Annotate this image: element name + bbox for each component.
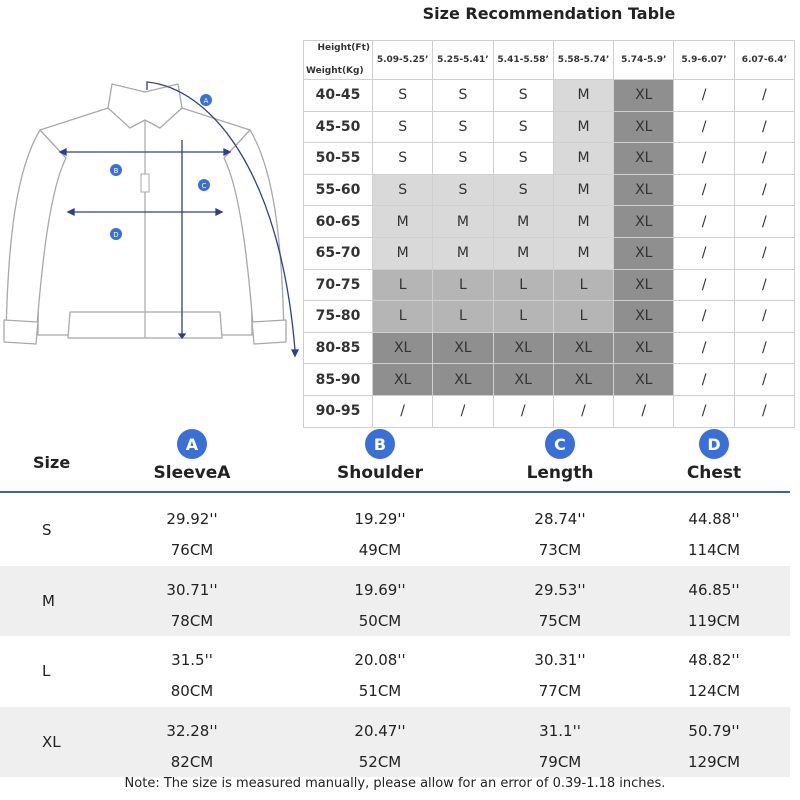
marker-b: B: [113, 167, 119, 175]
size-cell: M: [433, 206, 493, 238]
size-cell: S: [373, 80, 433, 112]
cm-value: 78CM: [170, 611, 214, 630]
inch-value: 29.53'': [534, 580, 586, 599]
size-cell: XL: [614, 206, 674, 238]
height-range-header: 5.41-5.58’: [493, 41, 553, 80]
inch-value: 29.92'': [166, 510, 218, 528]
size-cell: XL: [614, 332, 674, 364]
table-row: [304, 206, 795, 238]
size-cell: S: [493, 174, 553, 206]
size-cell: M: [553, 111, 613, 143]
weight-axis-label: Weight(Kg): [306, 66, 364, 76]
measurement-row: [0, 707, 790, 777]
cm-value: 76CM: [170, 541, 214, 559]
inch-value: 32.28'': [166, 721, 218, 740]
table-row: [304, 301, 795, 333]
size-cell: XL: [553, 364, 613, 396]
size-cell: /: [734, 237, 794, 269]
inch-value: 19.29'': [354, 510, 406, 528]
inch-value: 19.69'': [354, 580, 406, 599]
cm-value: 73CM: [538, 541, 582, 559]
weight-range-cell: 55-60: [304, 174, 373, 206]
weight-range-cell: 80-85: [304, 332, 373, 364]
size-cell: /: [674, 364, 734, 396]
measure-badge-b: B: [365, 429, 395, 459]
size-cell: /: [674, 80, 734, 112]
cm-value: 52CM: [358, 752, 402, 771]
weight-range-cell: 75-80: [304, 301, 373, 333]
cm-value: 79CM: [538, 752, 582, 771]
weight-range-cell: 50-55: [304, 143, 373, 175]
size-cell: /: [734, 111, 794, 143]
size-cell: XL: [433, 364, 493, 396]
size-cell: /: [734, 332, 794, 364]
measure-column-label: Chest: [686, 463, 742, 483]
size-cell: L: [553, 301, 613, 333]
header-divider: [0, 491, 790, 493]
weight-range-cell: 45-50: [304, 111, 373, 143]
size-cell: XL: [614, 111, 674, 143]
size-cell: XL: [553, 332, 613, 364]
height-range-header: 6.07-6.4’: [734, 41, 794, 80]
measure-column-label: Length: [526, 463, 594, 483]
size-cell: L: [433, 269, 493, 301]
size-cell: M: [373, 237, 433, 269]
size-cell: L: [373, 269, 433, 301]
size-cell: /: [674, 301, 734, 333]
size-recommendation-table: [303, 40, 795, 428]
size-cell: /: [674, 111, 734, 143]
measure-column-label: SleeveA: [153, 463, 231, 483]
size-name: S: [42, 521, 52, 539]
size-cell: M: [493, 206, 553, 238]
size-cell: XL: [614, 174, 674, 206]
size-cell: L: [553, 269, 613, 301]
size-cell: XL: [614, 301, 674, 333]
size-cell: L: [433, 301, 493, 333]
cm-value: 124CM: [687, 682, 741, 700]
size-cell: XL: [493, 332, 553, 364]
table-row: [304, 364, 795, 396]
size-cell: /: [674, 395, 734, 427]
inch-value: 20.08'': [354, 651, 406, 669]
size-cell: M: [493, 237, 553, 269]
size-cell: /: [734, 206, 794, 238]
size-cell: /: [433, 395, 493, 427]
table-corner-header: [304, 41, 373, 80]
cm-value: 119CM: [687, 611, 741, 630]
inch-value: 46.85'': [688, 580, 740, 599]
size-cell: /: [674, 332, 734, 364]
size-cell: XL: [614, 237, 674, 269]
measurement-row: [0, 566, 790, 636]
size-cell: /: [614, 395, 674, 427]
size-cell: /: [734, 269, 794, 301]
size-cell: L: [373, 301, 433, 333]
cm-value: 82CM: [170, 752, 214, 771]
cm-value: 80CM: [170, 682, 214, 700]
size-cell: S: [493, 111, 553, 143]
marker-a: A: [203, 97, 209, 105]
size-cell: M: [553, 174, 613, 206]
weight-range-cell: 90-95: [304, 395, 373, 427]
size-cell: L: [493, 269, 553, 301]
height-range-header: 5.58-5.74’: [553, 41, 613, 80]
weight-range-cell: 65-70: [304, 237, 373, 269]
size-cell: S: [493, 80, 553, 112]
marker-d: D: [113, 231, 119, 239]
measure-badge-a: A: [177, 429, 207, 459]
cm-value: 77CM: [538, 682, 582, 700]
inch-value: 20.47'': [354, 721, 406, 740]
size-cell: /: [674, 174, 734, 206]
size-cell: XL: [373, 364, 433, 396]
size-cell: /: [734, 80, 794, 112]
weight-range-cell: 60-65: [304, 206, 373, 238]
table-row: [304, 80, 795, 112]
size-cell: S: [433, 111, 493, 143]
inch-value: 31.5'': [171, 651, 213, 669]
cm-value: 50CM: [358, 611, 402, 630]
size-cell: S: [373, 174, 433, 206]
size-cell: /: [373, 395, 433, 427]
measure-badge-c: C: [545, 429, 575, 459]
size-name: M: [42, 591, 55, 610]
weight-range-cell: 85-90: [304, 364, 373, 396]
table-row: [304, 174, 795, 206]
cm-value: 49CM: [358, 541, 402, 559]
size-cell: XL: [433, 332, 493, 364]
height-range-header: 5.9-6.07’: [674, 41, 734, 80]
size-cell: /: [734, 364, 794, 396]
size-cell: /: [553, 395, 613, 427]
size-cell: /: [674, 143, 734, 175]
inch-value: 28.74'': [534, 510, 586, 528]
weight-range-cell: 70-75: [304, 269, 373, 301]
size-cell: /: [674, 269, 734, 301]
size-cell: /: [734, 301, 794, 333]
size-name: XL: [42, 732, 61, 751]
height-axis-label: Height(Ft): [317, 43, 370, 53]
size-cell: S: [433, 80, 493, 112]
measurement-row: [0, 495, 790, 565]
size-cell: M: [433, 237, 493, 269]
size-cell: /: [734, 174, 794, 206]
inch-value: 50.79'': [688, 721, 740, 740]
inch-value: 30.71'': [166, 580, 218, 599]
size-cell: S: [493, 143, 553, 175]
size-cell: M: [553, 206, 613, 238]
table-row: [304, 332, 795, 364]
height-range-header: 5.09-5.25’: [373, 41, 433, 80]
size-cell: M: [553, 80, 613, 112]
table-row: [304, 143, 795, 175]
cm-value: 75CM: [538, 611, 582, 630]
weight-range-cell: 40-45: [304, 80, 373, 112]
size-cell: XL: [614, 143, 674, 175]
size-cell: M: [553, 143, 613, 175]
table-row: [304, 395, 795, 427]
size-column-label: Size: [33, 453, 71, 472]
size-cell: /: [674, 237, 734, 269]
size-cell: XL: [493, 364, 553, 396]
height-range-header: 5.74-5.9’: [614, 41, 674, 80]
size-cell: S: [433, 174, 493, 206]
recommendation-title: Size Recommendation Table: [422, 4, 676, 23]
height-range-header: 5.25-5.41’: [433, 41, 493, 80]
measurement-note: Note: The size is measured manually, please allow for an error of 0.39-1.18 inches.: [124, 776, 666, 791]
size-cell: S: [433, 143, 493, 175]
size-cell: L: [493, 301, 553, 333]
measure-column-label: Shoulder: [336, 463, 424, 483]
size-cell: XL: [373, 332, 433, 364]
measure-badge-d: D: [699, 429, 729, 459]
size-cell: S: [373, 143, 433, 175]
measurement-row: [0, 636, 790, 706]
cm-value: 129CM: [687, 752, 741, 771]
size-cell: /: [674, 206, 734, 238]
table-row: [304, 237, 795, 269]
measurement-header: [0, 425, 800, 493]
size-cell: M: [373, 206, 433, 238]
inch-value: 31.1'': [539, 721, 581, 740]
marker-c: C: [201, 182, 207, 190]
size-cell: /: [734, 395, 794, 427]
inch-value: 30.31'': [534, 651, 586, 669]
size-name: L: [42, 662, 51, 680]
size-cell: /: [734, 143, 794, 175]
cm-value: 51CM: [358, 682, 402, 700]
size-cell: XL: [614, 80, 674, 112]
table-row: [304, 111, 795, 143]
size-cell: XL: [614, 364, 674, 396]
jacket-diagram: [0, 80, 300, 380]
size-cell: XL: [614, 269, 674, 301]
size-cell: M: [553, 237, 613, 269]
inch-value: 44.88'': [688, 510, 740, 528]
inch-value: 48.82'': [688, 651, 740, 669]
size-cell: S: [373, 111, 433, 143]
cm-value: 114CM: [687, 541, 741, 559]
table-row: [304, 269, 795, 301]
size-cell: /: [493, 395, 553, 427]
